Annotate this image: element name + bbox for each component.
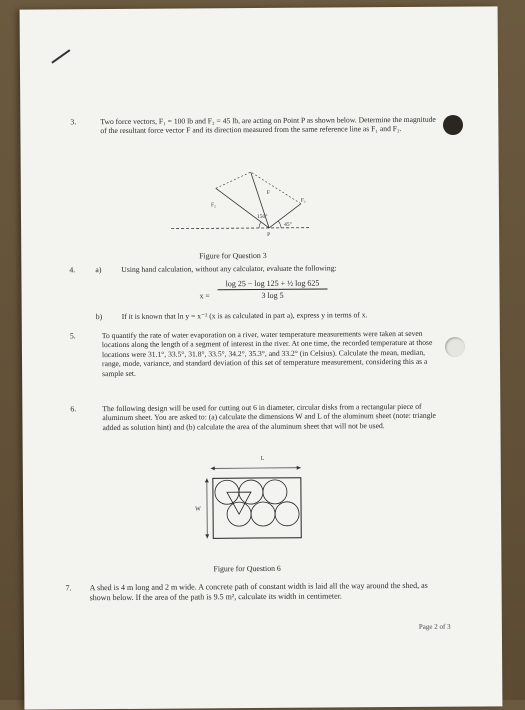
q3-dashed-2	[251, 172, 301, 204]
q6-number: 6.	[70, 404, 76, 413]
q6-label-w: W	[195, 506, 201, 512]
hole-punch-top	[443, 115, 463, 135]
q3-label-45: 45°	[284, 221, 292, 228]
q5-number: 5.	[70, 331, 76, 340]
pen-mark	[51, 49, 70, 63]
disk-5	[251, 502, 275, 526]
q3-angle-45-arc	[278, 221, 281, 228]
hole-punch-middle	[445, 337, 465, 357]
q4-fraction	[217, 279, 327, 301]
q6-text: The following design will be used for cutting out 6 in diameter, circular disks from a rectangular piece of aluminum sheet. You are asked to: (a) calculate the dimensions W and L of the aluminum sheet (note: triangle added as solution hint) and (b) calculate the area of the aluminum sheet that will not be used.	[102, 402, 442, 433]
q4b-label: b)	[96, 312, 103, 321]
q3-text: Two force vectors, F₁ = 100 lb and F₂ = 45 lb, are acting on Point P as shown below. Determine the magnitude of the resultant force vector F and its direction measured from the same reference line as F₁ and F₂.	[100, 115, 440, 136]
q7-number: 7.	[66, 583, 72, 592]
q4a-text: Using hand calculation, without any calculator, evaluate the following:	[121, 263, 441, 275]
q4b-text: If it is known that ln y = x⁻² (x is as calculated in part a), express y in terms of x.	[122, 310, 452, 322]
q4-denominator: 3 log 5	[218, 291, 328, 301]
q3-dashed-1	[216, 172, 251, 188]
disk-6	[275, 502, 299, 526]
q3-label-150: 150°	[257, 213, 268, 220]
paper-sheet	[20, 6, 503, 709]
q4-number: 4.	[69, 265, 75, 274]
q6-caption: Figure for Question 6	[213, 564, 280, 573]
page-footer: Page 2 of 3	[419, 623, 451, 631]
q3-label-f1: F₁	[301, 198, 306, 204]
q3-angle-150-arc	[259, 222, 261, 228]
q3-caption: Figure for Question 3	[199, 251, 266, 260]
q7-text: A shed is 4 m long and 2 m wide. A concrete path of constant width is laid all the way around the shed, as shown below. If the area of the path is 9.5 m², calculate its width in centimeter.	[90, 581, 450, 604]
q6-figure	[191, 448, 312, 549]
q3-label-p: P	[267, 232, 270, 238]
q6-label-l: L	[261, 456, 265, 462]
q3-label-f: F	[267, 190, 270, 196]
q6-sheet	[213, 478, 301, 539]
q4-numerator: log 25 − log 125 + ½ log 625	[217, 279, 327, 289]
q3-number: 3.	[70, 117, 76, 126]
q3-label-f2: F₂	[211, 202, 216, 208]
q4a-label: a)	[95, 265, 101, 274]
q5-text: To quantify the rate of water evaporation on a river, water temperature measurements were taken at seven locations along the length of a segment of interest in the river. At one time, the recorded temperature at those locations were 31.1°, 33.5°, 31.8°, 33.5°, 34.2°, 35.3°, and 33.2° (in Celsius). Calculate the mean, median, range, mode, variance, and standard deviation of this set of temperature measurement, considering this as a sample set.	[102, 329, 442, 378]
disk-3	[263, 480, 287, 504]
q3-figure	[171, 168, 311, 239]
q6-l-dimension	[211, 468, 301, 469]
q4-x-equals: x =	[200, 291, 210, 300]
